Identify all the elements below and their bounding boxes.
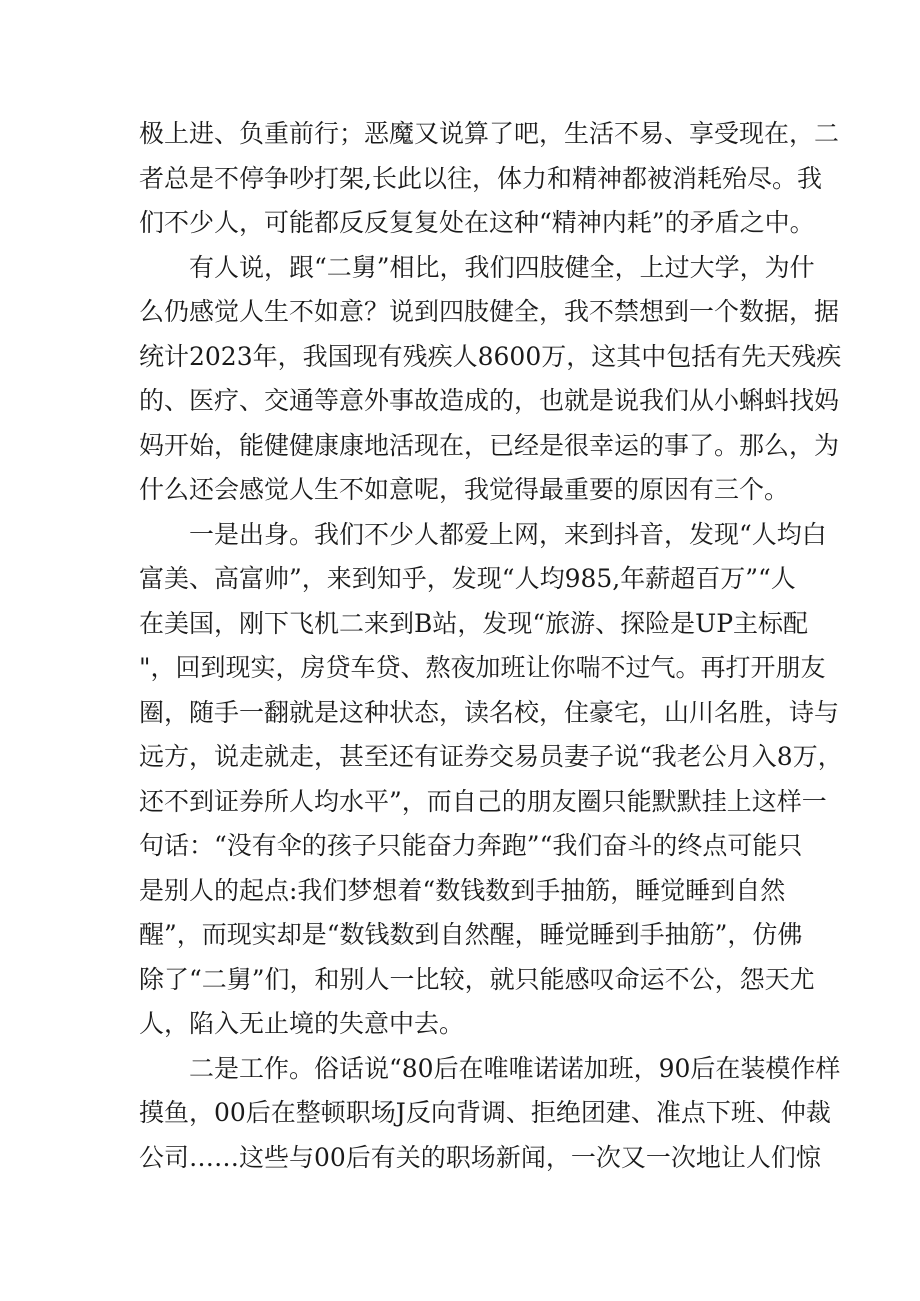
text-line: 二是工作。俗话说“80后在唯唯诺诺加班，90后在装模作样 xyxy=(189,1053,841,1083)
text-line: 们不少人，可能都反反复复处在这种“精神内耗”的矛盾之中。 xyxy=(139,208,815,237)
text-line: 还不到证券所人均水平”，而自己的朋友圈只能默默挂上这样一 xyxy=(139,786,827,816)
text-line: "，回到现实，房贷车贷、熬夜加班让你喘不过气。再打开朋友 xyxy=(139,653,826,682)
text-line: 么仍感觉人生不如意？说到四肢健全，我不禁想到一个数据，据 xyxy=(139,297,840,326)
text-line: 圈，随手一翻就是这种状态，读名校，住豪宅，山川名胜，诗与 xyxy=(139,697,840,727)
text-line: 醒”，而现实却是“数钱数到自然醒，睡觉睡到手抽筋”，仿佛 xyxy=(139,920,803,949)
document-body xyxy=(139,112,843,1180)
paragraph-2 xyxy=(139,246,842,513)
text-line: 除了“二舅”们，和别人一比较，就只能感叹命运不公，怨天尤 xyxy=(139,964,815,994)
text-line: 摸鱼，00后在整顿职场J反向背调、拒绝团建、准点下班、仲裁 xyxy=(139,1098,831,1127)
text-line: 句话：“没有伞的孩子只能奋力奔跑”“我们奋斗的终点可能只 xyxy=(139,831,803,860)
text-line: 妈开始，能健健康康地活现在，已经是很幸运的事了。那么，为 xyxy=(139,430,840,460)
text-line: 公司……这些与00后有关的职场新闻，一次又一次地让人们惊 xyxy=(139,1142,821,1172)
text-line: 富美、高富帅”，来到知乎，发现“人均985,年薪超百万”“人 xyxy=(139,564,796,593)
text-line: 人，陷入无止境的失意中去。 xyxy=(139,1009,465,1038)
text-line: 的、医疗、交通等意外事故造成的，也就是说我们从小蝌蚪找妈 xyxy=(139,386,840,415)
text-line: 者总是不停争吵打架,长此以往，体力和精神都被消耗殆尽。我 xyxy=(139,163,822,193)
text-line: 统计2023年，我国现有残疾人8600万，这其中包括有先天残疾 xyxy=(139,341,842,371)
text-line: 一是出身。我们不少人都爱上网，来到抖音，发现“人均白 xyxy=(189,519,827,549)
text-line: 有人说，跟“二舅”相比，我们四肢健全，上过大学，为什 xyxy=(189,252,815,282)
text-line: 极上进、负重前行；恶魔又说算了吧，生活不易、享受现在，二 xyxy=(139,119,840,148)
text-line: 什么还会感觉人生不如意呢，我觉得最重要的原因有三个。 xyxy=(139,475,790,504)
paragraph-3 xyxy=(139,513,843,1047)
text-line: 远方，说走就走，甚至还有证券交易员妻子说“我老公月入8万， xyxy=(139,742,843,771)
paragraph-1 xyxy=(139,112,840,246)
text-line: 在美国，刚下飞机二来到B站，发现“旅游、探险是UP主标配 xyxy=(139,608,809,638)
text-line: 是别人的起点:我们梦想着“数钱数到手抽筋，睡觉睡到自然 xyxy=(139,875,786,905)
paragraph-4 xyxy=(139,1047,841,1181)
